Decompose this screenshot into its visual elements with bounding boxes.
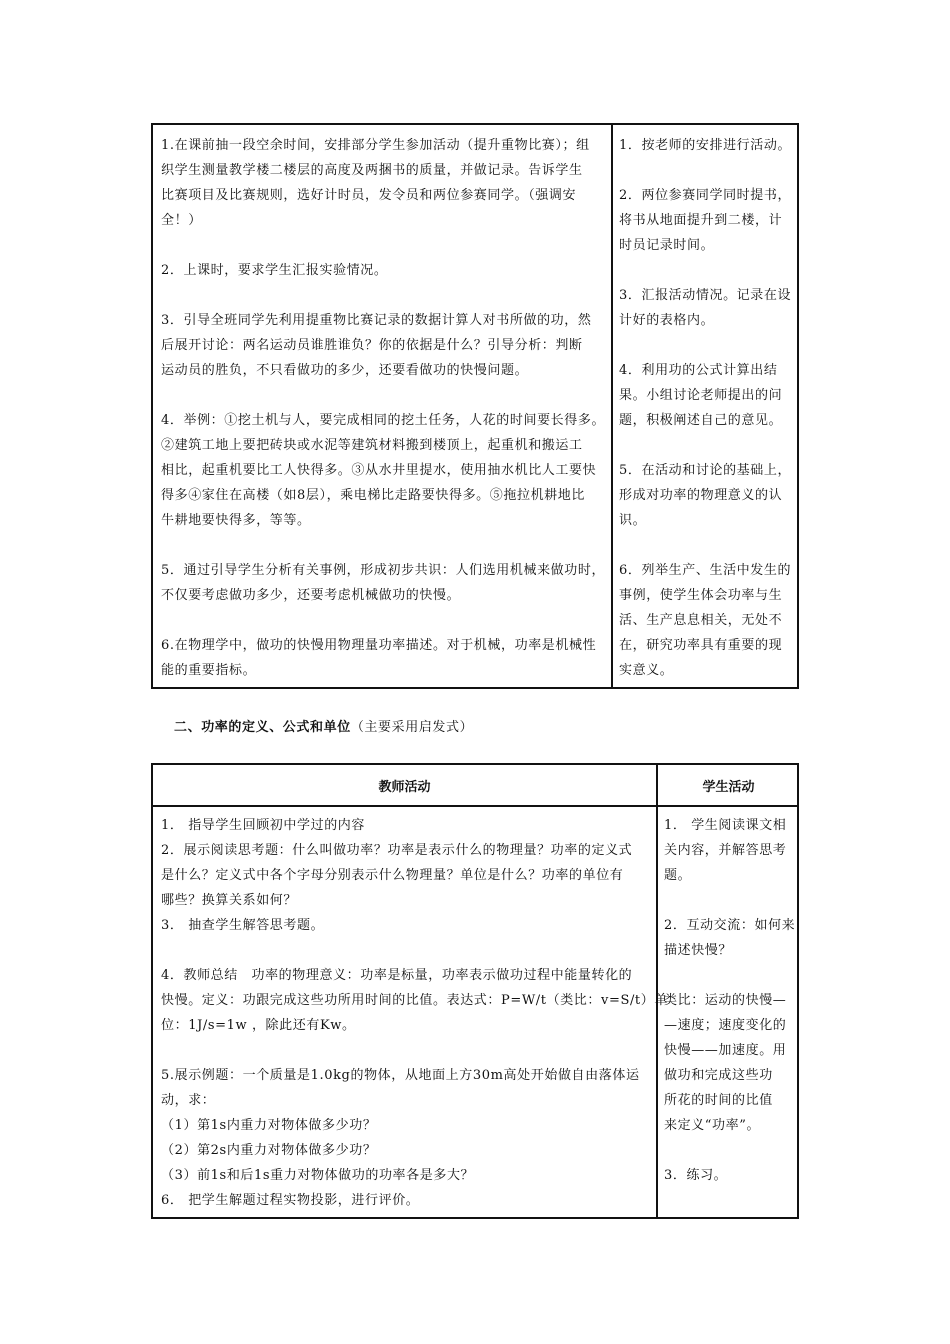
- text-line: 做功和完成这些功: [664, 1068, 773, 1083]
- text-line: 快慢——加速度。用: [664, 1043, 787, 1058]
- text-line: 位：1J/s=1w ，除此还有Kw。: [161, 1018, 356, 1033]
- text-line: 1.在课前抽一段空余时间，安排部分学生参加活动（提升重物比赛）；组: [161, 138, 590, 153]
- text-line: 来定义“功率”。: [664, 1118, 761, 1133]
- text-line: 1． 学生阅读课文相: [664, 818, 787, 833]
- blank-line: [161, 608, 605, 633]
- text-line: 不仅要考虑做功多少，还要考虑机械做功的快慢。: [161, 588, 461, 603]
- text-line: 关内容，并解答思考: [664, 843, 787, 858]
- blank-line: [664, 1138, 795, 1163]
- text-line: 实意义。: [619, 663, 674, 678]
- text-line: 所花的时间的比值: [664, 1093, 773, 1108]
- blank-line: [619, 433, 791, 458]
- text-line: 动，求：: [161, 1093, 216, 1108]
- text-line: 5.展示例题：一个质量是1.0kg的物体，从地面上方30m高处开始做自由落体运: [161, 1068, 640, 1083]
- text-line: （2）第2s内重力对物体做多少功？: [161, 1143, 377, 1158]
- student-activity-cell: [619, 133, 791, 683]
- text-line: 活、生产息息相关，无处不: [619, 613, 783, 628]
- blank-line: [619, 533, 791, 558]
- text-line: 5．通过引导学生分析有关事例，形成初步共识：人们选用机械来做功时，: [161, 563, 606, 578]
- text-line: 是什么？定义式中各个字母分别表示什么物理量？单位是什么？功率的单位有: [161, 868, 624, 883]
- text-line: 5．在活动和讨论的基础上，: [619, 463, 792, 478]
- text-line: 比赛项目及比赛规则，选好计时员，发令员和两位参赛同学。（强调安: [161, 188, 577, 203]
- text-line: 计好的表格内。: [619, 313, 715, 328]
- text-line: 3．练习。: [664, 1168, 728, 1183]
- text-line: ②建筑工地上要把砖块或水泥等建筑材料搬到楼顶上，起重机和搬运工: [161, 438, 583, 453]
- text-line: 时员记录时间。: [619, 238, 715, 253]
- header-divider: [153, 805, 797, 807]
- text-line: 描述快慢？: [664, 943, 733, 958]
- text-line: 2．上课时，要求学生汇报实验情况。: [161, 263, 388, 278]
- text-line: 题。: [664, 868, 692, 883]
- blank-line: [161, 233, 605, 258]
- teacher-activity-header: 教师活动: [378, 780, 431, 795]
- text-line: 能的重要指标。: [161, 663, 257, 678]
- text-line: 识。: [619, 513, 647, 528]
- blank-line: [161, 383, 605, 408]
- text-line: 哪些？换算关系如何？: [161, 893, 298, 908]
- text-line: （1）第1s内重力对物体做多少功？: [161, 1118, 377, 1133]
- text-line: 相比，起重机要比工人快得多。③从水井里提水，使用抽水机比人工要快: [161, 463, 597, 478]
- blank-line: [619, 158, 791, 183]
- blank-line: [161, 938, 668, 963]
- text-line: 事例，使学生体会功率与生: [619, 588, 783, 603]
- text-line: 3．汇报活动情况。记录在设: [619, 288, 792, 303]
- text-line: 6． 把学生解题过程实物投影，进行评价。: [161, 1193, 420, 1208]
- blank-line: [664, 888, 795, 913]
- student-activity-cell: [664, 813, 795, 1188]
- blank-line: [664, 963, 795, 988]
- activity-table-1: [151, 123, 799, 689]
- text-line: 1．按老师的安排进行活动。: [619, 138, 792, 153]
- column-divider: [611, 125, 613, 687]
- text-line: 题，积极阐述自己的意见。: [619, 413, 783, 428]
- text-line: 快慢。定义：功跟完成这些功所用时间的比值。表达式：P=W/t（类比：v=S/t）单: [161, 993, 668, 1008]
- text-line: 运动员的胜负，不只看做功的多少，还要看做功的快慢问题。: [161, 363, 529, 378]
- text-line: 类比：运动的快慢—: [664, 993, 787, 1008]
- text-line: 3． 抽查学生解答思考题。: [161, 918, 325, 933]
- text-line: 2．展示阅读思考题：什么叫做功率？功率是表示什么的物理量？功率的定义式: [161, 843, 633, 858]
- text-line: 6.在物理学中，做功的快慢用物理量功率描述。对于机械，功率是机械性: [161, 638, 597, 653]
- text-line: 将书从地面提升到二楼，计: [619, 213, 783, 228]
- activity-table-2: [151, 763, 799, 1219]
- text-line: 4．举例：①挖土机与人，要完成相同的挖土任务，人花的时间要长得多。: [161, 413, 606, 428]
- text-line: 4．利用功的公式计算出结: [619, 363, 778, 378]
- text-line: 全！）: [161, 213, 202, 228]
- blank-line: [161, 533, 605, 558]
- blank-line: [619, 333, 791, 358]
- teacher-activity-cell: [161, 813, 668, 1213]
- text-line: 后展开讨论：两名运动员谁胜谁负？你的依据是什么？引导分析：判断: [161, 338, 583, 353]
- student-activity-header: 学生活动: [702, 780, 755, 795]
- text-line: 织学生测量教学楼二楼层的高度及两捆书的质量，并做记录。告诉学生: [161, 163, 583, 178]
- blank-line: [161, 1038, 668, 1063]
- text-line: 形成对功率的物理意义的认: [619, 488, 783, 503]
- text-line: 得多④家住在高楼（如8层），乘电梯比走路要快得多。⑤拖拉机耕地比: [161, 488, 585, 503]
- text-line: —速度；速度变化的: [664, 1018, 787, 1033]
- blank-line: [161, 283, 605, 308]
- text-line: 果。小组讨论老师提出的问: [619, 388, 783, 403]
- teacher-activity-cell: [161, 133, 605, 683]
- text-line: 1． 指导学生回顾初中学过的内容: [161, 818, 366, 833]
- section-heading: [174, 716, 473, 735]
- section-note: （主要采用启发式）: [350, 720, 474, 735]
- text-line: 6．列举生产、生活中发生的: [619, 563, 792, 578]
- text-line: 在，研究功率具有重要的现: [619, 638, 783, 653]
- text-line: 3．引导全班同学先利用提重物比赛记录的数据计算人对书所做的功，然: [161, 313, 592, 328]
- blank-line: [619, 258, 791, 283]
- section-title: 二、功率的定义、公式和单位: [174, 720, 351, 735]
- text-line: 2．互动交流：如何来: [664, 918, 796, 933]
- text-line: 4．教师总结 功率的物理意义：功率是标量，功率表示做功过程中能量转化的: [161, 968, 633, 983]
- text-line: （3）前1s和后1s重力对物体做功的功率各是多大？: [161, 1168, 475, 1183]
- text-line: 2．两位参赛同学同时提书，: [619, 188, 792, 203]
- text-line: 牛耕地要快得多，等等。: [161, 513, 311, 528]
